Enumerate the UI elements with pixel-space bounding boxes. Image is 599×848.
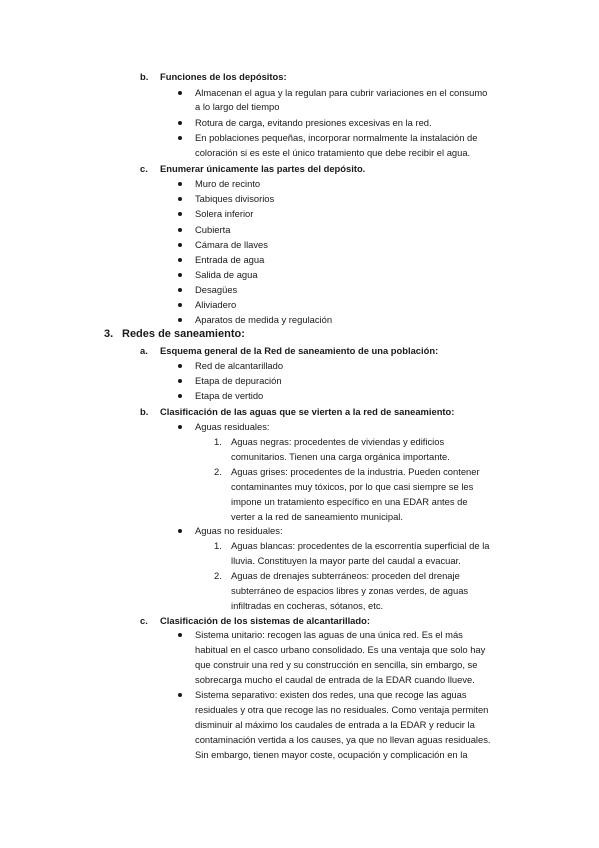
list-item-cont: a lo largo del tiempo <box>195 101 280 112</box>
list-item: Solera inferior <box>195 208 254 219</box>
section-3-title: Redes de saneamiento: <box>122 328 245 340</box>
list-item: Aguas no residuales: <box>195 525 283 536</box>
list-item: Entrada de agua <box>195 254 265 265</box>
list-item-cont: coloración si es este el único tratamiento que debe recibir el agua. <box>195 147 471 158</box>
list-item: Cubierta <box>195 224 231 235</box>
section-3-marker: 3. <box>104 328 114 340</box>
list-item: Muro de recinto <box>195 178 261 189</box>
list-item: Salida de agua <box>195 269 258 280</box>
numbered-item-cont: lluvia. Constituyen la mayor parte del caudal a evacuar. <box>231 555 461 566</box>
list-item-cont: sobrecarga mucho el caudal de entrada de la EDAR cuando llueve. <box>195 674 475 685</box>
section-3a-marker: a. <box>140 345 148 356</box>
list-item: Aparatos de medida y regulación <box>195 314 333 325</box>
numbered-item-cont: impone un tratamiento específico en una EDAR antes de <box>231 496 468 507</box>
bullet-icon <box>178 379 182 383</box>
list-item: Red de alcantarillado <box>195 360 284 371</box>
bullet-icon <box>178 364 182 368</box>
bullet-icon <box>178 212 182 216</box>
section-3b-marker: b. <box>140 406 149 417</box>
bullet-icon <box>178 529 182 533</box>
list-item: Aguas residuales: <box>195 421 270 432</box>
bullet-icon <box>178 91 182 95</box>
bullet-icon <box>178 633 182 637</box>
list-item: Etapa de depuración <box>195 375 282 386</box>
list-item-cont: disminuir al máximo los caudales de entrada a la EDAR y reducir la <box>195 719 475 730</box>
section-3a-title: Esquema general de la Red de saneamiento de una población: <box>160 345 439 356</box>
numbered-item-cont: infiltradas en cocheras, sótanos, etc. <box>231 600 384 611</box>
numbered-marker: 1. <box>214 436 222 447</box>
section-3c-title: Clasificación de los sistemas de alcantarillado: <box>160 615 370 626</box>
bullet-icon <box>178 693 182 697</box>
list-item-cont: contaminación vertida a los causes, ya que no llevan aguas residuales. <box>195 734 491 745</box>
bullet-icon <box>178 228 182 232</box>
numbered-marker: 2. <box>214 570 222 581</box>
bullet-icon <box>178 394 182 398</box>
bullet-icon <box>178 273 182 277</box>
numbered-item: Aguas grises: procedentes de la industria. Pueden contener <box>231 466 480 477</box>
numbered-item: Aguas negras: procedentes de viviendas y edificios <box>231 436 445 447</box>
bullet-icon <box>178 136 182 140</box>
numbered-item: Aguas blancas: procedentes de la escorrentía superficial de la <box>231 540 490 551</box>
bullet-icon <box>178 303 182 307</box>
section-c-title: Enumerar únicamente las partes del depósito. <box>160 163 366 174</box>
list-item: Rotura de carga, evitando presiones excesivas en la red. <box>195 117 432 128</box>
section-b-title: Funciones de los depósitos: <box>160 71 287 82</box>
list-item: Cámara de llaves <box>195 239 268 250</box>
list-item: Etapa de vertido <box>195 390 264 401</box>
list-item: Almacenan el agua y la regulan para cubrir variaciones en el consumo <box>195 87 488 98</box>
bullet-icon <box>178 425 182 429</box>
numbered-item-cont: comunitarios. Tienen una carga orgánica importante. <box>231 451 450 462</box>
list-item: Desagües <box>195 284 238 295</box>
bullet-icon <box>178 288 182 292</box>
list-item-cont: que construir una red y su construcción en sencilla, sin embargo, se <box>195 659 478 670</box>
section-3b-title: Clasificación de las aguas que se vierten a la red de saneamiento: <box>160 406 455 417</box>
numbered-marker: 1. <box>214 540 222 551</box>
numbered-marker: 2. <box>214 466 222 477</box>
bullet-icon <box>178 318 182 322</box>
list-item-cont: residuales y otra que recoge las no residuales. Como ventaja permiten <box>195 704 489 715</box>
list-item: Tabiques divisorios <box>195 193 275 204</box>
section-3c-marker: c. <box>140 615 148 626</box>
section-b-marker: b. <box>140 71 149 82</box>
numbered-item: Aguas de drenajes subterráneos: proceden del drenaje <box>231 570 460 581</box>
bullet-icon <box>178 121 182 125</box>
bullet-icon <box>178 258 182 262</box>
list-item: Sistema unitario: recogen las aguas de una única red. Es el más <box>195 629 463 640</box>
list-item: En poblaciones pequeñas, incorporar normalmente la instalación de <box>195 132 478 143</box>
numbered-item-cont: verter a la red de saneamiento municipal. <box>231 511 403 522</box>
list-item: Sistema separativo: existen dos redes, una que recoge las aguas <box>195 689 467 700</box>
list-item-cont: Sin embargo, tienen mayor coste, ocupación y complicación en la <box>195 749 468 760</box>
bullet-icon <box>178 243 182 247</box>
section-c-marker: c. <box>140 163 148 174</box>
list-item: Aliviadero <box>195 299 237 310</box>
bullet-icon <box>178 182 182 186</box>
numbered-item-cont: subterráneo de espacios libres y zonas verdes, de aguas <box>231 585 469 596</box>
bullet-icon <box>178 197 182 201</box>
numbered-item-cont: contaminantes muy tóxicos, por lo que casi siempre se les <box>231 481 474 492</box>
list-item-cont: habitual en el casco urbano consolidado. Es una ventaja que solo hay <box>195 644 486 655</box>
